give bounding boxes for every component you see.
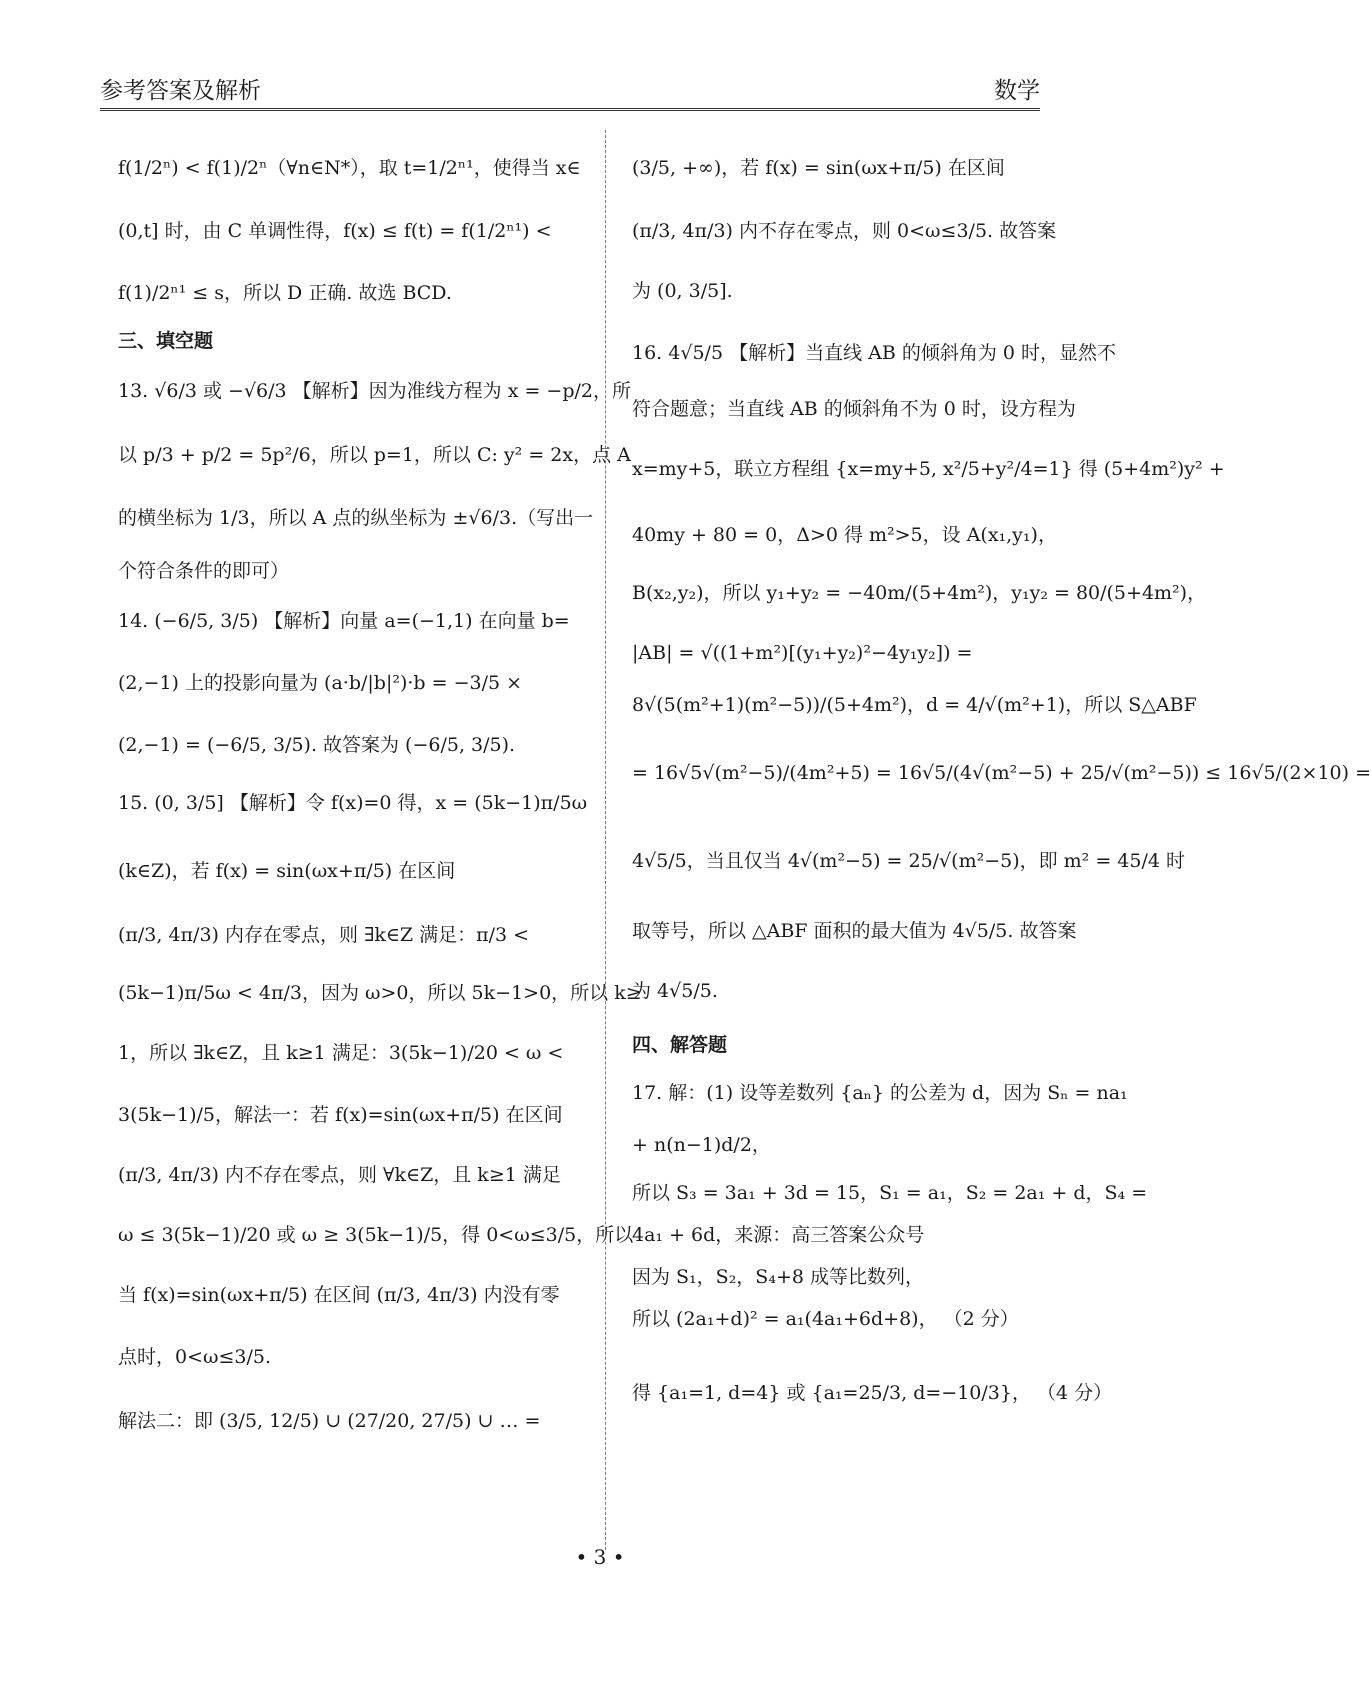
text-line: 得 {a₁=1, d=4} 或 {a₁=25/3, d=−10/3}， （4 分） <box>632 1382 1113 1404</box>
header-title: 参考答案及解析 <box>100 78 261 104</box>
text-line: 13. √6/3 或 −√6/3 【解析】因为准线方程为 x = −p/2，所 <box>118 380 631 402</box>
text-line: 解法二：即 (3/5, 12/5) ∪ (27/20, 27/5) ∪ … = <box>118 1410 541 1432</box>
text-line: 1，所以 ∃k∈Z，且 k≥1 满足：3(5k−1)/20 < ω < <box>118 1042 564 1064</box>
text-line: (2,−1) = (−6/5, 3/5). 故答案为 (−6/5, 3/5). <box>118 734 516 756</box>
text-line: = 16√5√(m²−5)/(4m²+5) = 16√5/(4√(m²−5) + 25/√(m²−5)) ≤ 16√5/(2×10) = <box>632 762 1371 784</box>
text-line: 3(5k−1)/5，解法一：若 f(x)=sin(ωx+π/5) 在区间 <box>118 1104 563 1126</box>
text-line: 4√5/5，当且仅当 4√(m²−5) = 25/√(m²−5)，即 m² = 45/4 时 <box>632 850 1186 872</box>
text-line: 符合题意；当直线 AB 的倾斜角不为 0 时，设方程为 <box>632 398 1076 420</box>
text-line: (5k−1)π/5ω < 4π/3，因为 ω>0，所以 5k−1>0，所以 k≥ <box>118 982 642 1004</box>
text-line: 当 f(x)=sin(ωx+π/5) 在区间 (π/3, 4π/3) 内没有零 <box>118 1284 560 1306</box>
column-divider <box>605 130 606 1550</box>
text-line: 以 p/3 + p/2 = 5p²/6，所以 p=1，所以 C: y² = 2x，点 A <box>118 444 631 466</box>
text-line: f(1)/2ⁿ¹ ≤ s，所以 D 正确. 故选 BCD. <box>118 282 452 304</box>
text-line: (3/5, +∞)，若 f(x) = sin(ωx+π/5) 在区间 <box>632 157 1005 179</box>
text-line: 4a₁ + 6d，来源：高三答案公众号 <box>632 1224 925 1246</box>
text-line: (k∈Z)，若 f(x) = sin(ωx+π/5) 在区间 <box>118 860 456 882</box>
text-line: B(x₂,y₂)，所以 y₁+y₂ = −40m/(5+4m²)，y₁y₂ = 80/(5+4m²)， <box>632 582 1207 604</box>
text-line: 的横坐标为 1/3，所以 A 点的纵坐标为 ±√6/3.（写出一 <box>118 507 594 529</box>
text-line: 17. 解：(1) 设等差数列 {aₙ} 的公差为 d，因为 Sₙ = na₁ <box>632 1082 1128 1104</box>
text-line: (2,−1) 上的投影向量为 (a·b/|b|²)·b = −3/5 × <box>118 672 523 694</box>
text-line: 因为 S₁，S₂，S₄+8 成等比数列， <box>632 1266 924 1288</box>
section-heading: 四、解答题 <box>632 1034 728 1056</box>
text-line: 16. 4√5/5 【解析】当直线 AB 的倾斜角为 0 时，显然不 <box>632 342 1117 364</box>
text-line: 所以 (2a₁+d)² = a₁(4a₁+6d+8)， （2 分） <box>632 1308 1019 1330</box>
text-line: ω ≤ 3(5k−1)/20 或 ω ≥ 3(5k−1)/5，得 0<ω≤3/5，所以 <box>118 1224 634 1246</box>
text-line: (π/3, 4π/3) 内不存在零点，则 ∀k∈Z，且 k≥1 满足 <box>118 1164 561 1186</box>
text-line: 为 (0, 3/5]. <box>632 280 733 302</box>
text-line: f(1/2ⁿ) < f(1)/2ⁿ（∀n∈N*），取 t=1/2ⁿ¹，使得当 x∈ <box>118 157 581 179</box>
header-subject: 数学 <box>994 78 1040 104</box>
text-line: 8√(5(m²+1)(m²−5))/(5+4m²)，d = 4/√(m²+1)，所以 S△ABF <box>632 694 1197 716</box>
text-line: 14. (−6/5, 3/5) 【解析】向量 a=(−1,1) 在向量 b= <box>118 610 570 632</box>
text-line: 为 4√5/5. <box>632 980 718 1002</box>
text-line: 个符合条件的即可） <box>118 560 290 582</box>
page-number: • 3 • <box>575 1545 625 1569</box>
text-line: + n(n−1)d/2， <box>632 1134 771 1156</box>
text-line: 所以 S₃ = 3a₁ + 3d = 15，S₁ = a₁，S₂ = 2a₁ + d，S₄ = <box>632 1182 1148 1204</box>
page-header <box>100 70 1040 111</box>
text-line: 40my + 80 = 0，Δ>0 得 m²>5，设 A(x₁,y₁)， <box>632 524 1057 546</box>
text-line: (π/3, 4π/3) 内不存在零点，则 0<ω≤3/5. 故答案 <box>632 220 1057 242</box>
text-line: x=my+5，联立方程组 {x=my+5, x²/5+y²/4=1} 得 (5+4m²)y² + <box>632 458 1225 480</box>
text-line: 取等号，所以 △ABF 面积的最大值为 4√5/5. 故答案 <box>632 920 1077 942</box>
section-heading: 三、填空题 <box>118 330 214 352</box>
text-line: 点时，0<ω≤3/5. <box>118 1346 272 1368</box>
text-line: 15. (0, 3/5] 【解析】令 f(x)=0 得，x = (5k−1)π/5ω <box>118 792 588 814</box>
text-line: |AB| = √((1+m²)[(y₁+y₂)²−4y₁y₂]) = <box>632 642 973 664</box>
text-line: (π/3, 4π/3) 内存在零点，则 ∃k∈Z 满足：π/3 < <box>118 924 530 946</box>
text-line: (0,t] 时，由 C 单调性得，f(x) ≤ f(t) = f(1/2ⁿ¹) < <box>118 220 552 242</box>
